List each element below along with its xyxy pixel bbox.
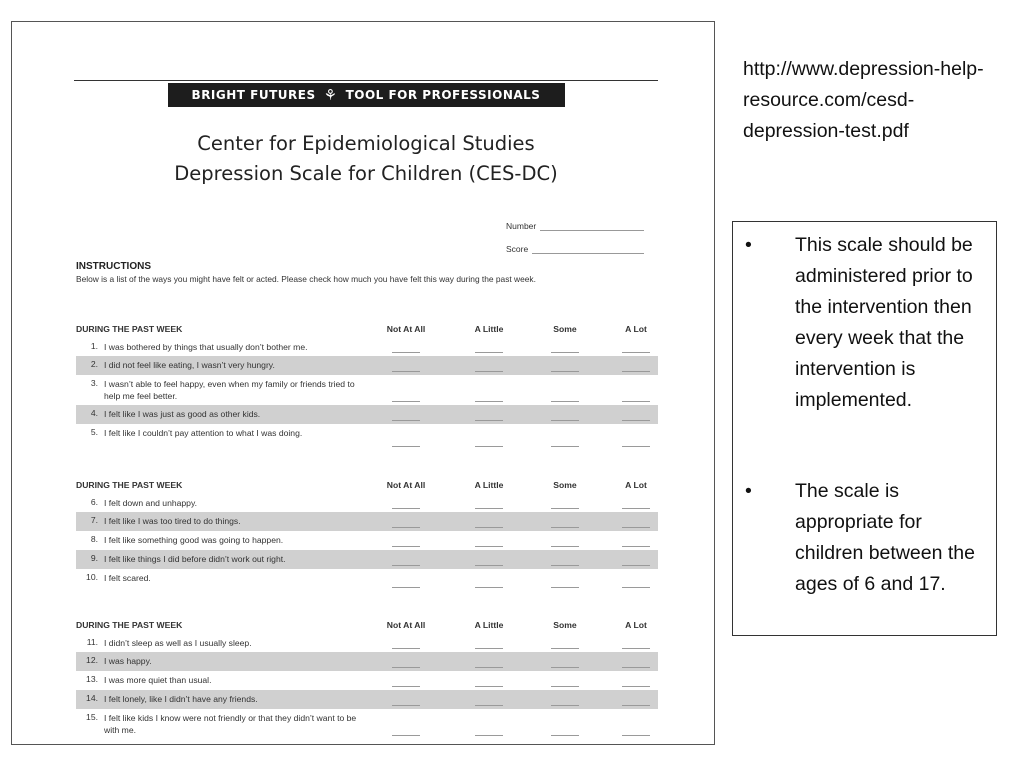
column-header: A Lot — [625, 480, 647, 490]
answer-blank — [475, 587, 503, 588]
question-section — [76, 322, 658, 450]
answer-blank — [551, 527, 579, 528]
leaf-icon: ⚘ — [323, 85, 338, 104]
question-row — [76, 690, 658, 709]
answer-blank — [475, 648, 503, 649]
answer-blank — [475, 401, 503, 402]
question-number: 2. — [90, 359, 98, 369]
answer-blank — [551, 371, 579, 372]
answer-blank — [475, 527, 503, 528]
question-text: I wasn’t able to feel happy, even when my family or friends tried to help me feel better. — [104, 379, 355, 401]
answer-blank — [475, 686, 503, 687]
answer-blank — [392, 446, 420, 447]
banner-left-text: BRIGHT FUTURES — [191, 88, 316, 102]
number-label: Number — [506, 221, 537, 231]
column-header: Some — [553, 620, 577, 630]
answer-blank — [551, 565, 579, 566]
question-row — [76, 550, 658, 569]
column-header: A Lot — [625, 324, 647, 334]
instructions-text: Below is a list of the ways you might have felt or acted. Please check how much you have felt this way during the past week. — [76, 274, 536, 284]
answer-blank — [392, 667, 420, 668]
answer-blank — [622, 508, 650, 509]
answer-blank — [551, 420, 579, 421]
column-header: Not At All — [386, 620, 426, 630]
answer-blank — [475, 667, 503, 668]
score-blank — [532, 253, 644, 254]
document-title — [74, 129, 658, 189]
answer-blank — [392, 587, 420, 588]
section-heading: DURING THE PAST WEEK — [76, 480, 183, 490]
answer-blank — [622, 420, 650, 421]
question-row — [76, 356, 658, 375]
question-row — [76, 531, 658, 550]
bullet-icon: • — [745, 234, 752, 256]
section-heading: DURING THE PAST WEEK — [76, 324, 183, 334]
bright-futures-banner — [168, 83, 565, 107]
section-header — [76, 478, 658, 494]
answer-blank — [551, 401, 579, 402]
question-number: 14. — [86, 693, 98, 703]
question-text: I felt like kids I know were not friendly or that they didn’t want to be with me. — [104, 713, 357, 735]
answer-blank — [475, 508, 503, 509]
answer-blank — [622, 648, 650, 649]
column-header: A Little — [474, 480, 504, 490]
question-section — [76, 618, 658, 739]
answer-blank — [392, 705, 420, 706]
note-text: The scale is appropriate for children between the ages of 6 and 17. — [795, 480, 975, 595]
answer-blank — [622, 705, 650, 706]
question-text: I felt like things I did before didn’t work out right. — [104, 554, 286, 564]
answer-blank — [551, 446, 579, 447]
question-text: I felt like something good was going to happen. — [104, 535, 284, 545]
answer-blank — [551, 352, 579, 353]
answer-blank — [392, 371, 420, 372]
section-heading: DURING THE PAST WEEK — [76, 620, 183, 630]
question-text: I felt like I couldn’t pay attention to what I was doing. — [104, 428, 303, 438]
answer-blank — [392, 546, 420, 547]
document-content — [74, 80, 658, 735]
answer-blank — [551, 587, 579, 588]
score-label: Score — [506, 244, 529, 254]
answer-blank — [551, 705, 579, 706]
answer-blank — [622, 401, 650, 402]
question-text: I did not feel like eating, I wasn’t very hungry. — [104, 360, 275, 370]
question-row — [76, 634, 658, 652]
question-number: 1. — [90, 341, 98, 351]
answer-blank — [392, 508, 420, 509]
title-line-1: Center for Epidemiological Studies — [197, 132, 535, 155]
question-text: I didn’t sleep as well as I usually sleep. — [104, 638, 252, 648]
answer-blank — [475, 735, 503, 736]
question-number: 6. — [90, 497, 98, 507]
question-row — [76, 512, 658, 531]
answer-blank — [551, 735, 579, 736]
question-number: 3. — [90, 378, 98, 388]
question-row — [76, 424, 658, 450]
answer-blank — [622, 735, 650, 736]
answer-blank — [475, 371, 503, 372]
answer-blank — [475, 705, 503, 706]
question-number: 9. — [90, 553, 98, 563]
question-number: 11. — [86, 637, 98, 647]
answer-blank — [551, 546, 579, 547]
column-header: Some — [553, 480, 577, 490]
question-number: 5. — [90, 427, 98, 437]
question-row — [76, 569, 658, 591]
question-row — [76, 338, 658, 356]
answer-blank — [392, 735, 420, 736]
column-header: A Little — [474, 324, 504, 334]
column-header: Not At All — [386, 480, 426, 490]
answer-blank — [622, 446, 650, 447]
section-header — [76, 322, 658, 338]
question-text: I was happy. — [104, 656, 152, 666]
answer-blank — [475, 420, 503, 421]
question-text: I felt down and unhappy. — [104, 498, 198, 508]
top-rule — [74, 80, 658, 81]
title-line-2: Depression Scale for Children (CES-DC) — [174, 162, 558, 185]
scanned-document — [11, 21, 715, 745]
answer-blank — [622, 546, 650, 547]
question-text: I felt like I was too tired to do things. — [104, 516, 241, 526]
question-text: I felt like I was just as good as other kids. — [104, 409, 261, 419]
score-field — [506, 244, 656, 254]
answer-blank — [622, 686, 650, 687]
question-row — [76, 375, 658, 405]
question-number: 7. — [90, 515, 98, 525]
answer-blank — [551, 686, 579, 687]
bullet-icon: • — [745, 480, 752, 502]
note-text: This scale should be administered prior to the intervention then every week that the intervention is implemented. — [795, 234, 973, 411]
answer-blank — [475, 546, 503, 547]
question-number: 13. — [86, 674, 98, 684]
number-field — [506, 221, 656, 231]
question-row — [76, 405, 658, 424]
section-header — [76, 618, 658, 634]
column-header: A Lot — [625, 620, 647, 630]
answer-blank — [622, 371, 650, 372]
answer-blank — [622, 667, 650, 668]
question-number: 4. — [90, 408, 98, 418]
question-text: I felt scared. — [104, 573, 151, 583]
question-row — [76, 494, 658, 512]
answer-blank — [475, 565, 503, 566]
answer-blank — [551, 667, 579, 668]
column-header: A Little — [474, 620, 504, 630]
answer-blank — [392, 686, 420, 687]
answer-blank — [622, 565, 650, 566]
question-row — [76, 652, 658, 671]
question-number: 10. — [86, 572, 98, 582]
question-number: 15. — [86, 712, 98, 722]
answer-blank — [392, 401, 420, 402]
banner-right-text: TOOL FOR PROFESSIONALS — [345, 88, 541, 102]
question-row — [76, 671, 658, 690]
answer-blank — [392, 527, 420, 528]
question-text: I felt lonely, like I didn’t have any friends. — [104, 694, 258, 704]
answer-blank — [622, 352, 650, 353]
question-text: I was bothered by things that usually don’t bother me. — [104, 342, 308, 352]
answer-blank — [551, 508, 579, 509]
answer-blank — [392, 565, 420, 566]
source-url: http://www.depression-help-resource.com/cesd-depression-test.pdf — [743, 58, 984, 142]
question-number: 12. — [86, 655, 98, 665]
answer-blank — [392, 648, 420, 649]
column-header: Not At All — [386, 324, 426, 334]
question-row — [76, 709, 658, 739]
number-blank — [540, 230, 644, 231]
answer-blank — [475, 446, 503, 447]
question-text: I was more quiet than usual. — [104, 675, 212, 685]
instructions-heading: INSTRUCTIONS — [76, 261, 151, 272]
answer-blank — [392, 420, 420, 421]
answer-blank — [392, 352, 420, 353]
answer-blank — [622, 587, 650, 588]
answer-blank — [622, 527, 650, 528]
question-section — [76, 478, 658, 591]
question-number: 8. — [90, 534, 98, 544]
notes-box — [732, 221, 997, 636]
column-header: Some — [553, 324, 577, 334]
answer-blank — [475, 352, 503, 353]
answer-blank — [551, 648, 579, 649]
